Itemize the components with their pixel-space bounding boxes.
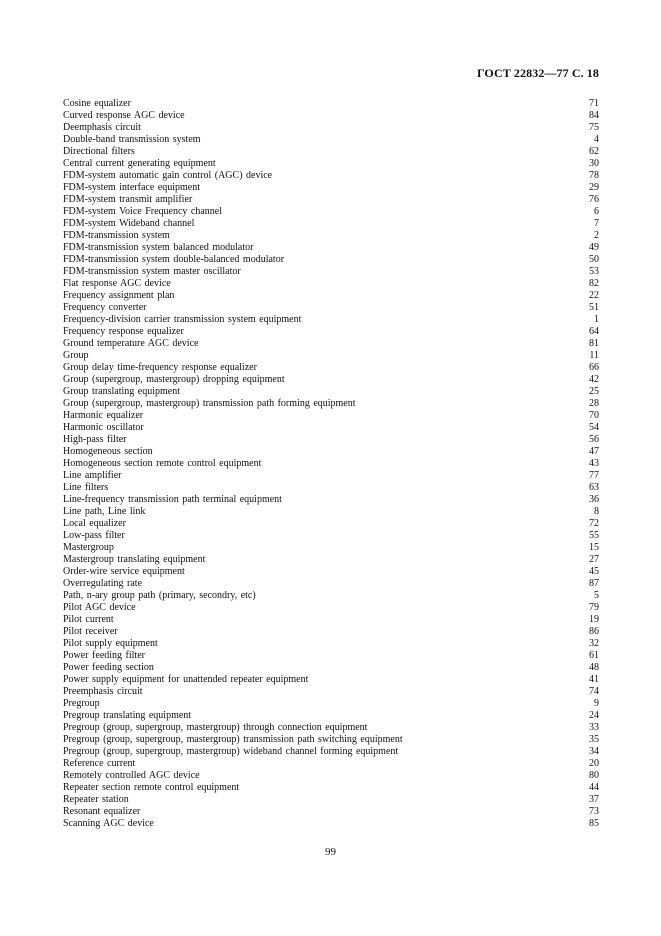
index-entry: [63, 458, 599, 470]
index-entry-page: 47: [589, 446, 599, 457]
index-entry-page: 82: [589, 278, 599, 289]
index-entry-term: FDM-system automatic gain control (AGC) device: [63, 170, 273, 181]
index-entry-page: 41: [589, 674, 599, 685]
index-entry: [63, 206, 599, 218]
index-entry-page: 53: [589, 266, 599, 277]
index-entry-page: 27: [589, 554, 599, 565]
index-entry-page: 1: [594, 314, 599, 325]
index-entry-page: 37: [589, 794, 599, 805]
index-entry-term: Curved response AGC device: [63, 110, 185, 121]
index-entry-term: Repeater station: [63, 794, 129, 805]
index-entry: [63, 542, 599, 554]
index-entry-term: High-pass filter: [63, 434, 127, 445]
index-entry-page: 32: [589, 638, 599, 649]
index-entry-term: Pregroup translating equipment: [63, 710, 192, 721]
index-entry-page: 20: [589, 758, 599, 769]
index-entry-page: 71: [589, 98, 599, 109]
index-entry: [63, 650, 599, 662]
index-entry-term: Path, n-ary group path (primary, secondry, etc): [63, 590, 256, 601]
index-entry: [63, 386, 599, 398]
index-entry: [63, 350, 599, 362]
index-entry-page: 35: [589, 734, 599, 745]
index-entry: [63, 602, 599, 614]
index-entry-term: Central current generating equipment: [63, 158, 216, 169]
index-entry: [63, 494, 599, 506]
index-entry-page: 45: [589, 566, 599, 577]
index-entry-term: Directional filters: [63, 146, 135, 157]
index-entry-page: 51: [589, 302, 599, 313]
index-entry-page: 85: [589, 818, 599, 829]
index-entry-term: FDM-system transmit amplifier: [63, 194, 193, 205]
index-entry: [63, 710, 599, 722]
index-entry-page: 56: [589, 434, 599, 445]
index-entry: [63, 518, 599, 530]
index-entry-page: 22: [589, 290, 599, 301]
index-entry-page: 15: [589, 542, 599, 553]
index-entry-page: 66: [589, 362, 599, 373]
index-entry: [63, 590, 599, 602]
index-entry: [63, 770, 599, 782]
index-entry-term: Overregulating rate: [63, 578, 143, 589]
index-entry-page: 81: [589, 338, 599, 349]
index-entry-term: Pregroup: [63, 698, 100, 709]
index-entry-page: 29: [589, 182, 599, 193]
index-entry-page: 2: [594, 230, 599, 241]
index-entry-page: 50: [589, 254, 599, 265]
index-entry: [63, 734, 599, 746]
index-entry-page: 55: [589, 530, 599, 541]
index-entry: [63, 482, 599, 494]
index-entry-page: 33: [589, 722, 599, 733]
index-entry-term: Group (supergroup, mastergroup) transmission path forming equipment: [63, 398, 356, 409]
index-entry-term: Pilot receiver: [63, 626, 118, 637]
index-entry-term: Double-band transmission system: [63, 134, 201, 145]
index-entry: [63, 686, 599, 698]
index-entry-term: FDM-transmission system: [63, 230, 170, 241]
index-entry-term: Pregroup (group, supergroup, mastergroup) wideband channel forming equipment: [63, 746, 399, 757]
index-entry-page: 78: [589, 170, 599, 181]
index-entry: [63, 626, 599, 638]
index-entry-term: Pilot supply equipment: [63, 638, 158, 649]
index-entry: [63, 374, 599, 386]
index-entry-term: Homogeneous section remote control equipment: [63, 458, 262, 469]
index-entry-page: 7: [594, 218, 599, 229]
index-entry-page: 76: [589, 194, 599, 205]
index-entry-term: Frequency assignment plan: [63, 290, 175, 301]
index-entry-term: FDM-system Voice Frequency channel: [63, 206, 222, 217]
index-entry-page: 77: [589, 470, 599, 481]
index-entry-page: 19: [589, 614, 599, 625]
index-entry: [63, 314, 599, 326]
index-entry: [63, 266, 599, 278]
index-entry: [63, 218, 599, 230]
index-entry-term: FDM-transmission system balanced modulator: [63, 242, 254, 253]
index-entry: [63, 182, 599, 194]
index-entry: [63, 398, 599, 410]
index-entry: [63, 410, 599, 422]
index-entry-term: Harmonic oscillator: [63, 422, 144, 433]
index-entry-term: Deemphasis circuit: [63, 122, 141, 133]
index-entry-term: Harmonic equalizer: [63, 410, 144, 421]
index-entry: [63, 434, 599, 446]
index-entry: [63, 194, 599, 206]
index-entry-page: 84: [589, 110, 599, 121]
index-entry-term: Group (supergroup, mastergroup) dropping equipment: [63, 374, 285, 385]
index-entry-page: 87: [589, 578, 599, 589]
index-entry-page: 24: [589, 710, 599, 721]
index-entry: [63, 302, 599, 314]
index-entry-term: Pilot current: [63, 614, 114, 625]
index-entry-term: Pregroup (group, supergroup, mastergroup) through connection equipment: [63, 722, 368, 733]
index-entry-page: 54: [589, 422, 599, 433]
index-entry-page: 73: [589, 806, 599, 817]
index-entry-page: 75: [589, 122, 599, 133]
index-entry-page: 36: [589, 494, 599, 505]
index-entry-term: Low-pass filter: [63, 530, 125, 541]
index-entry: [63, 614, 599, 626]
index-entry-term: Group delay time-frequency response equalizer: [63, 362, 257, 373]
page-header: ГОСТ 22832—77 С. 18: [476, 66, 599, 80]
index-entry-term: Ground temperature AGC device: [63, 338, 199, 349]
index-entry-term: Mastergroup translating equipment: [63, 554, 206, 565]
index-entry-term: Line path, Line link: [63, 506, 146, 517]
index-entry-term: Frequency converter: [63, 302, 147, 313]
index-entry-page: 70: [589, 410, 599, 421]
index-entry: [63, 794, 599, 806]
index-entry-page: 72: [589, 518, 599, 529]
index-entry-term: Line-frequency transmission path terminal equipment: [63, 494, 282, 505]
index-entry-page: 62: [589, 146, 599, 157]
index-entry: [63, 98, 599, 110]
index-entry: [63, 278, 599, 290]
index-entry-page: 64: [589, 326, 599, 337]
index-entry-term: Line amplifier: [63, 470, 122, 481]
term-index-list: [63, 98, 599, 830]
index-entry-page: 49: [589, 242, 599, 253]
index-entry-term: Homogeneous section: [63, 446, 153, 457]
index-entry-page: 80: [589, 770, 599, 781]
index-entry: [63, 422, 599, 434]
index-entry-page: 48: [589, 662, 599, 673]
index-entry-page: 61: [589, 650, 599, 661]
index-entry-page: 79: [589, 602, 599, 613]
index-entry: [63, 122, 599, 134]
index-entry-term: Pilot AGC device: [63, 602, 136, 613]
index-entry: [63, 146, 599, 158]
index-entry: [63, 674, 599, 686]
index-entry-term: Power supply equipment for unattended repeater equipment: [63, 674, 309, 685]
index-entry-term: Power feeding filter: [63, 650, 145, 661]
index-entry: [63, 782, 599, 794]
index-entry-term: Power feeding section: [63, 662, 154, 673]
index-entry: [63, 134, 599, 146]
index-entry-page: 43: [589, 458, 599, 469]
index-entry: [63, 110, 599, 122]
index-entry-term: Frequency-division carrier transmission system equipment: [63, 314, 302, 325]
index-entry-page: 30: [589, 158, 599, 169]
index-entry: [63, 254, 599, 266]
index-entry-page: 4: [594, 134, 599, 145]
index-entry: [63, 362, 599, 374]
index-entry-page: 25: [589, 386, 599, 397]
index-entry-term: Scanning AGC device: [63, 818, 154, 829]
index-entry: [63, 470, 599, 482]
index-entry-page: 5: [594, 590, 599, 601]
index-entry-page: 86: [589, 626, 599, 637]
index-entry-term: Repeater section remote control equipment: [63, 782, 240, 793]
index-entry: [63, 158, 599, 170]
index-entry: [63, 554, 599, 566]
index-entry: [63, 698, 599, 710]
index-entry: [63, 326, 599, 338]
index-entry-term: Line filters: [63, 482, 109, 493]
index-entry-term: Cosine equalizer: [63, 98, 131, 109]
index-entry-page: 6: [594, 206, 599, 217]
index-entry-page: 44: [589, 782, 599, 793]
index-entry-page: 42: [589, 374, 599, 385]
index-entry: [63, 338, 599, 350]
index-entry: [63, 506, 599, 518]
index-entry: [63, 818, 599, 830]
index-entry: [63, 722, 599, 734]
index-entry-term: FDM-transmission system double-balanced modulator: [63, 254, 285, 265]
index-entry-term: Preemphasis circuit: [63, 686, 143, 697]
index-entry: [63, 566, 599, 578]
index-entry-term: Pregroup (group, supergroup, mastergroup) transmission path switching equipment: [63, 734, 403, 745]
index-entry-term: FDM-system Wideband channel: [63, 218, 195, 229]
index-entry: [63, 758, 599, 770]
index-entry-term: Order-wire service equipment: [63, 566, 185, 577]
index-entry-term: Mastergroup: [63, 542, 114, 553]
index-entry: [63, 662, 599, 674]
index-entry: [63, 578, 599, 590]
index-entry-term: Local equalizer: [63, 518, 126, 529]
index-entry: [63, 806, 599, 818]
index-entry: [63, 242, 599, 254]
index-entry-page: 28: [589, 398, 599, 409]
index-entry: [63, 290, 599, 302]
index-entry: [63, 446, 599, 458]
index-entry-page: 11: [589, 350, 599, 361]
index-entry: [63, 530, 599, 542]
index-entry-term: Reference current: [63, 758, 136, 769]
index-entry: [63, 230, 599, 242]
index-entry: [63, 746, 599, 758]
index-entry-term: Flat response AGC device: [63, 278, 171, 289]
index-entry-term: FDM-transmission system master oscillator: [63, 266, 241, 277]
index-entry: [63, 638, 599, 650]
index-entry: [63, 170, 599, 182]
page-number: 99: [325, 846, 336, 858]
index-entry-page: 63: [589, 482, 599, 493]
index-entry-page: 34: [589, 746, 599, 757]
index-entry-page: 74: [589, 686, 599, 697]
index-entry-term: Group translating equipment: [63, 386, 180, 397]
index-entry-page: 8: [594, 506, 599, 517]
index-entry-page: 9: [594, 698, 599, 709]
index-entry-term: Frequency response equalizer: [63, 326, 184, 337]
index-entry-term: Remotely controlled AGC device: [63, 770, 200, 781]
index-entry-term: Group: [63, 350, 89, 361]
index-entry-term: Resonant equalizer: [63, 806, 141, 817]
index-entry-term: FDM-system interface equipment: [63, 182, 200, 193]
